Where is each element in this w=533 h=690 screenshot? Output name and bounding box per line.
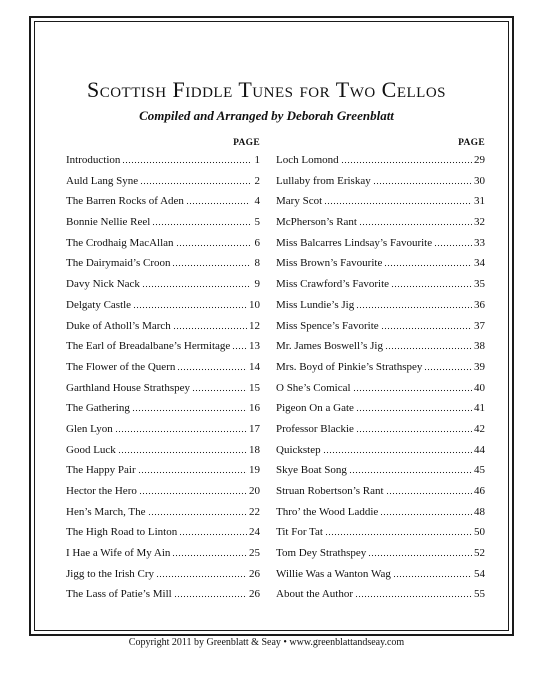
toc-entry-title: Lullaby from Eriskay [276, 174, 371, 187]
toc-entry [276, 233, 485, 254]
toc-entry-page: 26 [249, 567, 260, 580]
toc-entry-title: Auld Lang Syne [66, 174, 139, 187]
toc-entry-page: 50 [474, 526, 485, 539]
toc-entry-page: 13 [249, 340, 260, 353]
toc-entry [66, 295, 260, 316]
toc-entry-title: Professor Blackie [276, 422, 354, 435]
toc-entry-title: Jigg to the Irish Cry [66, 567, 154, 580]
toc-entry-page: 24 [249, 526, 260, 539]
toc-entry-page: 55 [474, 588, 485, 601]
toc-entry-title: Miss Crawford’s Favorite [276, 278, 390, 291]
toc-entry [66, 502, 260, 523]
toc-entry-title: Skye Boat Song [276, 464, 347, 477]
dot-leader [356, 400, 472, 412]
toc-entry-page: 9 [254, 278, 260, 291]
toc-entry-title: Hen’s March, The [66, 505, 146, 518]
toc-entry-title: Thro’ the Wood Laddie [276, 505, 379, 518]
dot-leader [356, 297, 472, 309]
dot-leader [373, 173, 472, 185]
dot-leader [118, 442, 247, 454]
toc-entry [66, 584, 260, 605]
dot-leader [391, 276, 472, 288]
toc-entry [276, 378, 485, 399]
toc-entry-title: Mary Scot [276, 195, 323, 208]
toc-entry-page: 15 [249, 381, 260, 394]
dot-leader [173, 318, 247, 330]
toc-entry-title: Miss Lundie’s Jig [276, 298, 355, 311]
toc-column-left [66, 138, 260, 605]
toc-entry-page: 2 [254, 174, 260, 187]
toc-entry-page: 31 [474, 195, 485, 208]
toc-entry-page: 22 [249, 505, 260, 518]
dot-leader [192, 380, 247, 392]
dot-leader [156, 566, 247, 578]
toc-entry [276, 357, 485, 378]
toc-entry-page: 37 [474, 319, 485, 332]
toc-entry-title: The Happy Pair [66, 464, 136, 477]
dot-leader [353, 380, 472, 392]
dot-leader [122, 152, 250, 164]
toc-entry [66, 253, 260, 274]
dot-leader [393, 566, 472, 578]
toc-entry-page: 54 [474, 567, 485, 580]
toc-entry-title: Bonnie Nellie Reel [66, 216, 151, 229]
dot-leader [232, 338, 247, 350]
dot-leader [384, 255, 472, 267]
toc-entry-title: McPherson’s Rant [276, 216, 357, 229]
toc-entry [66, 357, 260, 378]
toc-entry [276, 150, 485, 171]
book-title: Scottish Fiddle Tunes for Two Cellos [86, 77, 447, 102]
toc-entry [276, 460, 485, 481]
toc-entry-title: Tom Dey Strathspey [276, 547, 367, 560]
dot-leader [355, 586, 472, 598]
toc-entry [276, 212, 485, 233]
toc-entry-page: 52 [474, 547, 485, 560]
dot-leader [172, 255, 250, 267]
toc-entry-title: I Hae a Wife of My Ain [66, 547, 171, 560]
toc-entry [66, 191, 260, 212]
toc-entry-page: 12 [249, 319, 260, 332]
toc-entry [276, 191, 485, 212]
toc-entry-title: Davy Nick Nack [66, 278, 140, 291]
toc-entry [66, 398, 260, 419]
toc-list-left [66, 150, 260, 605]
page-column-header: PAGE [233, 138, 260, 148]
dot-leader [176, 235, 250, 247]
dot-leader [385, 338, 472, 350]
toc-entry [66, 543, 260, 564]
toc-entry-page: 25 [249, 547, 260, 560]
toc-entry-page: 1 [254, 154, 260, 166]
dot-leader [325, 524, 472, 536]
toc-entry-page: 45 [474, 464, 485, 477]
dot-leader [386, 483, 472, 495]
toc-entry [276, 316, 485, 337]
dot-leader [323, 442, 472, 454]
toc-entry-page: 33 [474, 236, 485, 249]
toc-entry-page: 38 [474, 340, 485, 353]
toc-entry-title: Tit For Tat [276, 526, 323, 539]
dot-leader [133, 297, 247, 309]
toc-entry-title: About the Author [276, 588, 353, 601]
toc-entry [66, 481, 260, 502]
toc-entry [276, 253, 485, 274]
toc-entry [66, 274, 260, 295]
dot-leader [138, 462, 247, 474]
toc-entry [66, 336, 260, 357]
toc-entry [276, 440, 485, 461]
toc-entry-title: The Flower of the Quern [66, 360, 176, 373]
toc-entry [66, 316, 260, 337]
dot-leader [139, 483, 247, 495]
toc-entry-title: The Gathering [66, 402, 130, 415]
toc-entry-title: O She’s Comical [276, 381, 351, 394]
toc-entry-title: Loch Lomond [276, 154, 339, 166]
toc-list-right [276, 150, 485, 605]
dot-leader [359, 214, 472, 226]
dot-leader [148, 504, 247, 516]
toc-entry [276, 398, 485, 419]
dot-leader [152, 214, 250, 226]
toc-entry-title: The Earl of Breadalbane’s Hermitage [66, 340, 231, 353]
toc-entry [276, 274, 485, 295]
toc-entry [276, 481, 485, 502]
toc-entry [66, 460, 260, 481]
dot-leader [341, 152, 472, 164]
dot-leader [186, 193, 250, 205]
toc-entry-page: 48 [474, 505, 485, 518]
dot-leader [380, 504, 472, 516]
toc-entry [276, 522, 485, 543]
toc-entry [66, 419, 260, 440]
dot-leader [132, 400, 247, 412]
dot-leader [424, 359, 472, 371]
toc-entry-title: Quickstep [276, 443, 321, 456]
toc-entry-title: Mr. James Boswell’s Jig [276, 340, 383, 353]
toc-entry-title: Willie Was a Wanton Wag [276, 567, 391, 580]
toc-entry-page: 46 [474, 485, 485, 497]
toc-entry-title: Duke of Atholl’s March [66, 319, 171, 332]
dot-leader [174, 586, 247, 598]
toc-entry-page: 35 [474, 278, 485, 291]
dot-leader [179, 524, 247, 536]
toc-entry-page: 41 [474, 402, 485, 415]
toc-entry [66, 378, 260, 399]
toc-entry [66, 212, 260, 233]
toc-entry [276, 543, 485, 564]
toc-entry-title: Garthland House Strathspey [66, 381, 191, 394]
toc-entry-page: 29 [474, 154, 485, 166]
toc-entry-title: Miss Spence’s Favorite [276, 319, 379, 332]
toc-entry-title: The Crodhaig MacAllan [66, 236, 174, 249]
dot-leader [368, 545, 472, 557]
toc-entry-page: 18 [249, 443, 260, 456]
toc-entry-page: 19 [249, 464, 260, 477]
toc-entry-page: 32 [474, 216, 485, 229]
toc-entry-page: 20 [249, 485, 260, 497]
toc-entry-title: The High Road to Linton [66, 526, 178, 539]
dot-leader [434, 235, 472, 247]
toc-entry-page: 42 [474, 422, 485, 435]
toc-entry [276, 171, 485, 192]
dot-leader [349, 462, 472, 474]
toc-entry-page: 39 [474, 360, 485, 373]
toc-entry [276, 336, 485, 357]
toc-entry [66, 150, 260, 171]
toc-entry-title: Introduction [66, 154, 121, 166]
toc-entry [66, 171, 260, 192]
toc-entry [276, 295, 485, 316]
toc-entry [66, 564, 260, 585]
page-column-header: PAGE [458, 138, 485, 148]
toc-column-right [276, 138, 485, 605]
toc-entry-page: 34 [474, 257, 485, 270]
toc-entry-title: Glen Lyon [66, 422, 113, 435]
toc-entry-title: Struan Robertson’s Rant [276, 485, 384, 497]
toc-entry-title: Mrs. Boyd of Pinkie’s Strathspey [276, 360, 423, 373]
toc-entry-title: Good Luck [66, 443, 116, 456]
toc-entry-page: 17 [249, 422, 260, 435]
toc-entry-title: The Lass of Patie’s Mill [66, 588, 172, 601]
copyright-footer: Copyright 2011 by Greenblatt & Seay • www.greenblattandseay.com [128, 637, 405, 648]
dot-leader [142, 276, 250, 288]
book-subtitle: Compiled and Arranged by Deborah Greenblatt [139, 108, 394, 123]
toc-entry [66, 522, 260, 543]
toc-entry-page: 6 [254, 236, 260, 249]
toc-entry-title: Pigeon On a Gate [276, 402, 354, 415]
toc-entry [276, 419, 485, 440]
dot-leader [140, 173, 250, 185]
toc-entry-page: 14 [249, 360, 260, 373]
toc-entry-page: 40 [474, 381, 485, 394]
dot-leader [115, 421, 247, 433]
toc-entry-title: The Barren Rocks of Aden [66, 195, 184, 208]
dot-leader [381, 318, 472, 330]
toc-entry-page: 36 [474, 298, 485, 311]
toc-entry [276, 564, 485, 585]
dot-leader [172, 545, 247, 557]
toc-entry-title: Hector the Hero [66, 485, 137, 497]
dot-leader [356, 421, 472, 433]
toc-entry-page: 4 [254, 195, 260, 208]
toc-entry-page: 8 [254, 257, 260, 270]
toc-entry-page: 30 [474, 174, 485, 187]
toc-entry-title: The Dairymaid’s Croon [66, 257, 171, 270]
toc-entry-title: Miss Brown’s Favourite [276, 257, 383, 270]
toc-entry-title: Delgaty Castle [66, 298, 132, 311]
toc-entry [66, 440, 260, 461]
toc-entry-page: 5 [254, 216, 260, 229]
toc-entry-page: 16 [249, 402, 260, 415]
toc-entry [276, 584, 485, 605]
toc-entry [276, 502, 485, 523]
toc-entry [66, 233, 260, 254]
toc-entry-page: 26 [249, 588, 260, 601]
toc-entry-page: 44 [474, 443, 485, 456]
dot-leader [324, 193, 472, 205]
toc-entry-title: Miss Balcarres Lindsay’s Favourite [276, 236, 433, 249]
dot-leader [177, 359, 247, 371]
toc-entry-page: 10 [249, 298, 260, 311]
